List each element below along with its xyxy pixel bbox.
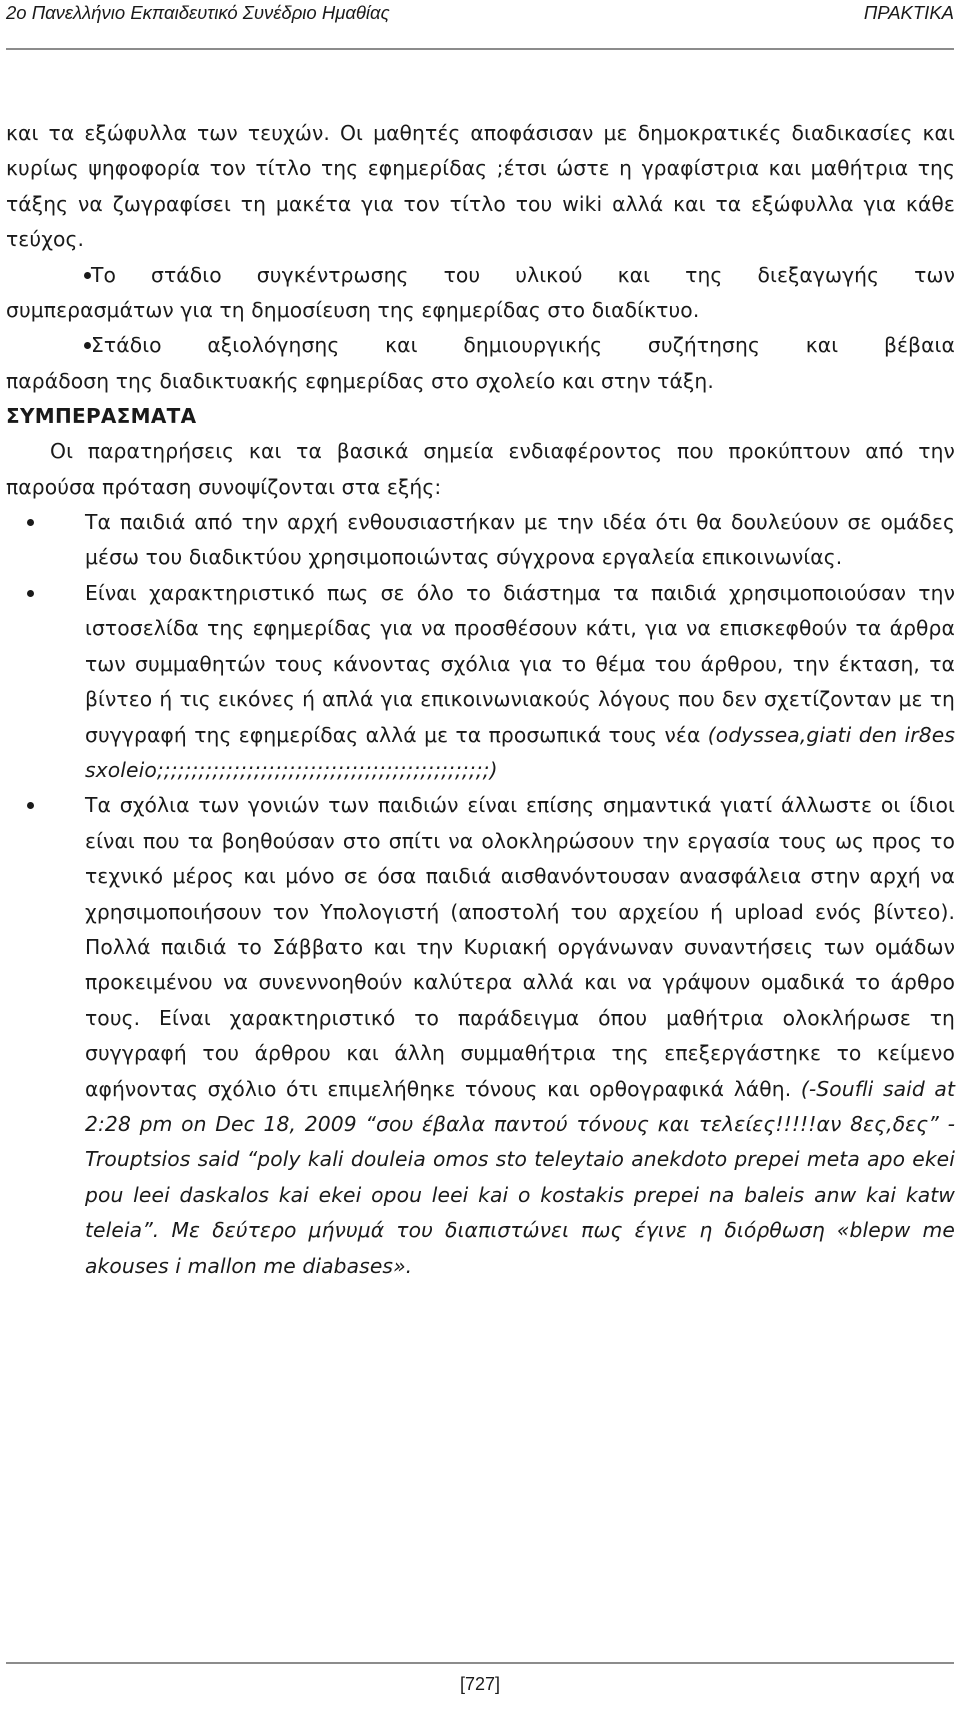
bullet-icon — [27, 519, 34, 526]
bullet-icon — [27, 590, 34, 597]
student-comment-quote: (odyssea,giati den ir8es sxoleio;;;;;;;;;;;;;;;;;;;;;;;;;;;;;;;;;;;;;;;;;;;;;;;;) — [85, 722, 955, 782]
document-body — [6, 116, 955, 1284]
section-title: ΠΡΑΚΤΙΚΑ — [863, 2, 954, 23]
bullet-icon — [84, 342, 91, 349]
stage-item-evaluation-cont: παράδοση της διαδικτυακής εφημερίδας στο σχολείο και στην τάξη. — [6, 368, 714, 393]
conclusion-text: Τα σχόλια των γονιών των παιδιών είναι επίσης σημαντικά γιατί άλλωστε οι ίδιοι είναι που τα βοηθούσαν στο σπίτι να ολοκληρώσουν την εργασία τους ως προς το τεχνικό μέρος και μόνο σε όσα παιδιά αισθανόντουσαν ανασφάλεια στην αρχή να χρησιμοποιήσουν τον Υπολογιστή (αποστολή του αρχείου ή upload ενός βίντεο). Πολλά παιδιά το Σάββατο και την Κυριακή οργάνωναν συναντήσεις των ομάδων προκειμένου να συνεννοηθούν καλύτερα αλλά και να γράψουν ομαδικά το άρθρο τους. Είναι χαρακτηριστικό το παράδειγμα όπου μαθήτρια ολοκλήρωσε τη συγγραφή του άρθρου και άλλη συμμαθήτρια της επεξεργάστηκε το κείμενο αφήνοντας σχόλιο ότι επιμελήθηκε τόνους και ορθογραφικά λάθη. — [85, 793, 955, 1101]
conclusion-text: Είναι χαρακτηριστικό πως σε όλο το διάστημα τα παιδιά χρησιμοποιούσαν την ιστοσελίδα της εφημερίδας για να προσθέσουν κάτι, για να επισκεφθούν τα άρθρα των συμμαθητών τους κάνοντας σχόλια για το θέμα του άρθρου, την έκταση, τα βίντεο ή τις εικόνες ή απλά για επικοινωνιακούς λόγους που δεν σχετίζονταν με τη συγγραφή της εφημερίδας αλλά με τα προσωπικά τους νέα — [85, 580, 955, 747]
footer-divider — [6, 1662, 954, 1664]
section-heading: ΣΥΜΠΕΡΑΣΜΑΤΑ — [6, 404, 197, 429]
summary-paragraph: Οι παρατηρήσεις και τα βασικά σημεία ενδιαφέροντος που προκύπτουν από την παρούσα πρόταση συνοψίζονται στα εξής: — [6, 439, 955, 499]
page-number: [727] — [459, 1674, 501, 1694]
stage-item-evaluation — [6, 328, 955, 363]
stage-item-evaluation-line1: Στάδιο αξιολόγησης και δημιουργικής συζήτησης και βέβαια — [91, 333, 955, 358]
bullet-icon — [84, 272, 91, 279]
conclusion-item — [6, 576, 955, 788]
conference-title: 2ο Πανελλήνιο Εκπαιδευτικό Συνέδριο Ημαθίας — [6, 2, 390, 23]
bullet-icon — [27, 802, 34, 809]
stage-item-collection-line1: Το στάδιο συγκέντρωσης του υλικού και της διεξαγωγής των — [91, 262, 955, 287]
conclusion-item — [6, 505, 955, 576]
student-comment-quote: (-Soufli said at 2:28 pm on Dec 18, 2009 “σου έβαλα παντού τόνους και τελείες!!!!!αν 8ες,δες” - Trouptsios said “poly kali douleia omos sto teleytaio anekdoto prepei meta apo ekei pou leei daskalos kai ekei opou leei kai o kostakis prepei na baleis anw kai katw teleia”. Με δεύτερο μήνυμά του διαπιστώνει πως έγινε η διόρθωση «blepw me akouses i mallon me diabases». — [85, 1076, 956, 1278]
page-header — [6, 0, 954, 50]
stage-item-collection-cont: συμπερασμάτων για τη δημοσίευση της εφημερίδας στο διαδίκτυο. — [6, 298, 700, 323]
conclusion-text: Τα παιδιά από την αρχή ενθουσιαστήκαν με την ιδέα ότι θα δουλεύουν σε ομάδες μέσω του διαδικτύου χρησιμοποιώντας σύγχρονα εργαλεία επικοινωνίας. — [85, 510, 955, 570]
conclusion-item — [6, 788, 955, 1284]
intro-paragraph: και τα εξώφυλλα των τευχών. Οι μαθητές αποφάσισαν με δημοκρατικές διαδικασίες και κυρίως ψηφοφορία τον τίτλο της εφημερίδας ;έτσι ώστε η γραφίστρια και μαθήτρια της τάξης να ζωγραφίσει τη μακέτα για τον τίτλο του wiki αλλά και τα εξώφυλλα για κάθε τεύχος. — [6, 121, 955, 252]
stage-item-collection — [6, 258, 955, 293]
